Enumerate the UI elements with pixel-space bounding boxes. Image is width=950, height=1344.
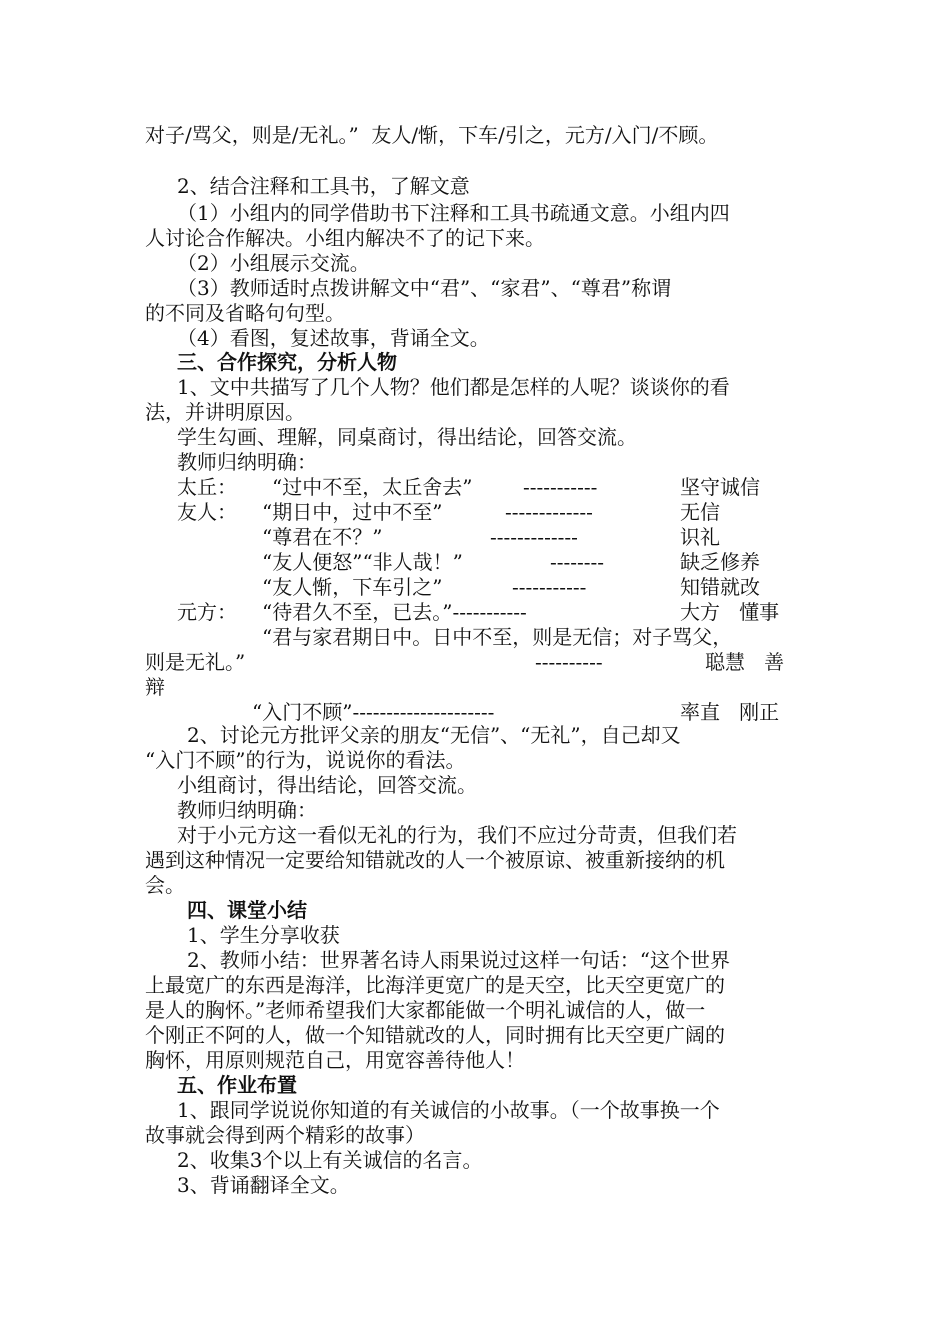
char-name: 元方： <box>177 600 237 624</box>
text-line: 1、文中共描写了几个人物？他们都是怎样的人呢？谈谈你的看 <box>177 375 730 399</box>
char-quote: “入门不顾”--------------------- <box>252 700 495 724</box>
char-quote: “待君久不至，已去。”----------- <box>262 600 527 624</box>
char-trait: 坚守诚信 <box>680 475 760 499</box>
char-quote: “尊君在不？” <box>262 525 383 549</box>
char-trait: 缺乏修养 <box>680 550 760 574</box>
section-heading: 四、课堂小结 <box>187 898 307 922</box>
text-line: 的不同及省略句句型。 <box>145 301 345 325</box>
section-heading: 三、合作探究，分析人物 <box>177 350 397 374</box>
char-quote: “友人便怒”“非人哉！” <box>262 550 463 574</box>
text-line: （2）小组展示交流。 <box>177 251 370 275</box>
char-dash: ------------- <box>490 525 578 549</box>
text-line: 对子/骂父，则是/无礼。” 友人/惭，下车/引之，元方/入门/不顾。 <box>145 123 719 147</box>
char-trait-continued: 辩 <box>145 675 165 699</box>
char-trait: 大方 懂事 <box>680 600 780 624</box>
text-line: “入门不顾”的行为，说说你的看法。 <box>145 748 466 772</box>
text-line: 个刚正不阿的人，做一个知错就改的人，同时拥有比天空更广阔的 <box>145 1023 725 1047</box>
char-dash: ----------- <box>523 475 598 499</box>
char-quote: “过中不至，太丘舍去” <box>272 475 473 499</box>
text-line: 上最宽广的东西是海洋，比海洋更宽广的是天空，比天空更宽广的 <box>145 973 725 997</box>
text-line: 人讨论合作解决。小组内解决不了的记下来。 <box>145 226 545 250</box>
text-line: 1、跟同学说说你知道的有关诚信的小故事。（一个故事换一个 <box>177 1098 720 1122</box>
text-line: 3、背诵翻译全文。 <box>177 1173 350 1197</box>
text-line: 会。 <box>145 873 185 897</box>
char-quote: 则是无礼。” <box>145 650 246 674</box>
text-line: （4）看图，复述故事，背诵全文。 <box>177 326 490 350</box>
char-trait: 聪慧 善 <box>705 650 785 674</box>
char-dash: ---------- <box>535 650 603 674</box>
char-name: 友人： <box>177 500 237 524</box>
text-line: 是人的胸怀。”老师希望我们大家都能做一个明礼诚信的人，做一 <box>145 998 706 1022</box>
char-name: 太丘： <box>177 475 237 499</box>
char-quote: “君与家君期日中。日中不至，则是无信；对子骂父， <box>262 625 733 649</box>
text-line: （1）小组内的同学借助书下注释和工具书疏通文意。小组内四 <box>177 201 730 225</box>
text-line: 1、学生分享收获 <box>187 923 340 947</box>
subsection-title: 2、结合注释和工具书，了解文意 <box>177 174 470 198</box>
char-trait: 知错就改 <box>680 575 760 599</box>
text-line: 教师归纳明确： <box>177 798 317 822</box>
char-trait: 识礼 <box>680 525 720 549</box>
text-line: 教师归纳明确： <box>177 450 317 474</box>
text-line: 2、讨论元方批评父亲的朋友“无信”、“无礼”，自己却又 <box>187 723 681 747</box>
char-trait: 无信 <box>680 500 720 524</box>
text-line: 2、教师小结：世界著名诗人雨果说过这样一句话：“这个世界 <box>187 948 730 972</box>
text-line: 2、收集3个以上有关诚信的名言。 <box>177 1148 483 1172</box>
text-line: 遇到这种情况一定要给知错就改的人一个被原谅、被重新接纳的机 <box>145 848 725 872</box>
char-dash: ------------- <box>505 500 593 524</box>
char-dash: -------- <box>550 550 605 574</box>
text-line: 对于小元方这一看似无礼的行为，我们不应过分苛责，但我们若 <box>177 823 737 847</box>
text-line: 胸怀，用原则规范自己，用宽容善待他人！ <box>145 1048 525 1072</box>
char-quote: “友人惭，下车引之” <box>262 575 443 599</box>
char-dash: ----------- <box>512 575 587 599</box>
text-line: 法，并讲明原因。 <box>145 400 305 424</box>
text-line: 小组商讨，得出结论，回答交流。 <box>177 773 477 797</box>
char-quote: “期日中，过中不至” <box>262 500 443 524</box>
char-trait: 率直 刚正 <box>680 700 780 724</box>
text-line: （3）教师适时点拨讲解文中“君”、“家君”、“尊君”称谓 <box>177 276 672 300</box>
text-line: 学生勾画、理解，同桌商讨，得出结论，回答交流。 <box>177 425 637 449</box>
text-line: 故事就会得到两个精彩的故事） <box>145 1123 425 1147</box>
section-heading: 五、作业布置 <box>177 1073 297 1097</box>
